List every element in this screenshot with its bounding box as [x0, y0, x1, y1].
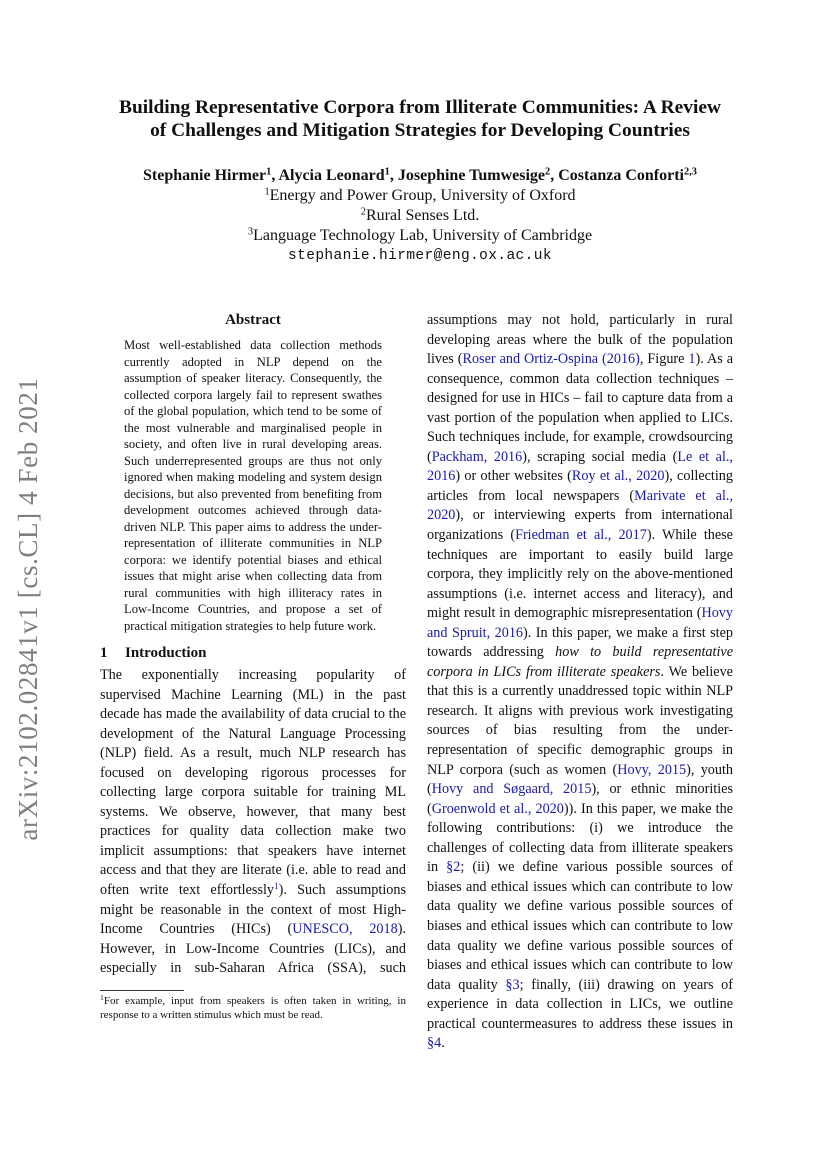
- author-name: Stephanie Hirmer: [143, 167, 267, 184]
- contact-email[interactable]: stephanie.hirmer@eng.ox.ac.uk: [288, 248, 552, 264]
- text-run: ), youth (: [427, 761, 734, 798]
- left-column: [100, 311, 406, 1022]
- citation-link[interactable]: Groenwold et al., 2020: [431, 800, 564, 817]
- citation-link[interactable]: UNESCO, 2018: [292, 921, 398, 938]
- text-run: ). As a consequence, common data collection techniques – designed for use in HICs – fail to capture data from a vast portion of the population when applied to LICs. Such techniques include, for example, crowdsourcing (: [427, 351, 734, 465]
- section-number: 1: [100, 645, 108, 661]
- text-run: ), scraping social media (: [522, 448, 678, 465]
- arxiv-identifier-stamp: arXiv:2102.02841v1 [cs.CL] 4 Feb 2021: [13, 377, 43, 841]
- affiliation-text: Rural Senses Ltd.: [365, 207, 480, 224]
- emphasis-text: how to build representative corpora in LICs from illiterate speakers: [427, 644, 733, 680]
- text-run: ), or interviewing experts from international organizations (: [427, 507, 733, 544]
- affiliation-mark: 1: [264, 186, 270, 198]
- text-run: ), or ethnic minorities (: [427, 781, 733, 817]
- abstract-heading: Abstract: [225, 312, 281, 328]
- author-name: Alycia Leonard: [278, 167, 385, 184]
- affiliation-text: Language Technology Lab, University of Cambridge: [253, 227, 593, 244]
- citation-link[interactable]: Le et al., 2016: [427, 448, 733, 485]
- author-affiliation-mark: 1: [384, 166, 390, 178]
- author-list: [80, 166, 760, 186]
- citation-link[interactable]: Hovy and Søgaard, 2015: [431, 781, 592, 798]
- author-separator: ,: [550, 167, 559, 184]
- affiliation-mark: 2: [360, 206, 366, 218]
- section-title: Introduction: [125, 645, 207, 661]
- text-run: )). In this paper, we make the following contributions: (i) we introduce the challenges of collecting data from illiterate speakers in: [427, 800, 733, 876]
- author: [398, 167, 558, 184]
- author: [558, 167, 697, 184]
- affiliation-mark: 3: [247, 226, 254, 238]
- citation-link[interactable]: Roy et al., 2020: [571, 468, 665, 485]
- text-run: ). Such assumptions might be reasonable in the context of most High-Income Countries (HICs) (: [100, 882, 406, 938]
- affiliation: [80, 206, 760, 226]
- citation-link[interactable]: 1: [688, 351, 696, 368]
- citation-link[interactable]: Friedman et al., 2017: [515, 527, 647, 544]
- text-run: ). While these techniques are important to easily build large corpora, they implicitly rely on the above-mentioned assumptions (i.e. internet access and literacy), and might result in demographic misrepresentation (: [427, 527, 733, 622]
- section-heading: [100, 644, 406, 666]
- footnote: [100, 991, 406, 1022]
- author-name: Josephine Tumwesige: [397, 167, 545, 184]
- title-line-1: Building Representative Corpora from Illiterate Communities: A Review: [119, 97, 721, 118]
- title-line-2: of Challenges and Mitigation Strategies for Developing Countries: [150, 120, 690, 141]
- paper-title: [80, 96, 760, 142]
- abstract-text: Most well-established data collection methods currently adopted in NLP depend on the assumption of speaker literacy. Consequently, the collected corpora largely fail to represent swathes of the global population, which tend to be some of the most vulnerable and marginalised people in society, and often live in rural developing areas. Such underrepresented groups are thus not only ignored when making modeling and system design decisions, but also prevented from benefiting from development outcomes achieved through data-driven NLP. This paper aims to address the under-representation of illiterate communities in NLP corpora: we identify potential biases and ethical issues that might arise when collecting data from rural communities with high illiteracy rates in Low-Income Countries, and propose a set of practical mitigation strategies to help future work.: [124, 338, 382, 633]
- author-affiliation-mark: 1: [266, 166, 272, 178]
- author-affiliation-mark: 2: [545, 166, 551, 178]
- citation-link[interactable]: Roser and Ortiz-Ospina (2016): [462, 351, 640, 368]
- author: [143, 167, 278, 184]
- introduction-text-left: [100, 666, 406, 979]
- footnote-text: For example, input from speakers is often taken in writing, in response to a written stimulus which must be read.: [100, 994, 406, 1021]
- citation-link[interactable]: Marivate et al., 2020: [427, 487, 733, 524]
- citation-link[interactable]: Packham, 2016: [431, 448, 523, 465]
- right-column: [427, 311, 733, 1054]
- affiliation: [80, 186, 760, 206]
- footnote-mark: 1: [100, 992, 104, 1002]
- text-run: ; (ii) we define various possible sources of biases and ethical issues which can contribute to low data quality we define various possible sources of biases and ethical issues which can contribute to low data quality we define various possible sources of biases and ethical issues which can contribute to low data quality: [427, 859, 733, 993]
- affiliation-text: Energy and Power Group, University of Oxford: [269, 187, 576, 204]
- author-separator: ,: [389, 167, 398, 184]
- author-affiliation-mark: 2,3: [683, 166, 697, 178]
- author-separator: ,: [271, 167, 279, 184]
- author-name: Costanza Conforti: [558, 167, 684, 184]
- citation-link[interactable]: §3: [505, 976, 520, 993]
- text-run: .: [441, 1035, 445, 1052]
- text-run: ). In this paper, we make a first step towards addressing: [427, 624, 734, 661]
- citation-link[interactable]: Hovy and Spruit, 2016: [427, 605, 733, 641]
- text-run: ) or other websites (: [455, 468, 572, 485]
- citation-link[interactable]: 1: [274, 880, 279, 891]
- text-run: ). However, in Low-Income Countries (LICs), and especially in sub-Saharan Africa (SSA), such: [100, 921, 406, 977]
- author: [278, 167, 397, 184]
- introduction-text-right: [427, 311, 733, 1054]
- affiliation: [80, 226, 760, 246]
- text-run: , Figure: [639, 351, 689, 368]
- text-run: ), collecting articles from local newspapers (: [427, 468, 733, 504]
- text-run: . We believe that this is a currently unaddressed topic within NLP research. It aligns with previous work investigating sources of bias resulting from the under-representation of specific demographic groups in NLP corpora (such as women (: [427, 663, 733, 778]
- text-run: ; finally, (iii) drawing on years of experience in data collection in LICs, we outline practical countermeasures to address these issues in: [427, 976, 733, 1032]
- citation-link[interactable]: §2: [446, 859, 461, 876]
- text-run: assumptions may not hold, particularly in rural developing areas where the bulk of the population lives (: [427, 312, 733, 368]
- citation-link[interactable]: §4: [427, 1035, 442, 1052]
- text-run: The exponentially increasing popularity of supervised Machine Learning (ML) in the past decade has made the availability of data crucial to the development of the Natural Language Processing (NLP) field. As a result, much NLP research has focused on developing rigorous processes for collecting large corpora suitable for training ML systems. We observe, however, that many best practices for quality data collection make two implicit assumptions: that speakers have internet access and that they are literate (i.e. able to read and often write text effortlessly: [100, 667, 406, 899]
- citation-link[interactable]: Hovy, 2015: [617, 761, 687, 778]
- affiliation-list: [80, 186, 760, 266]
